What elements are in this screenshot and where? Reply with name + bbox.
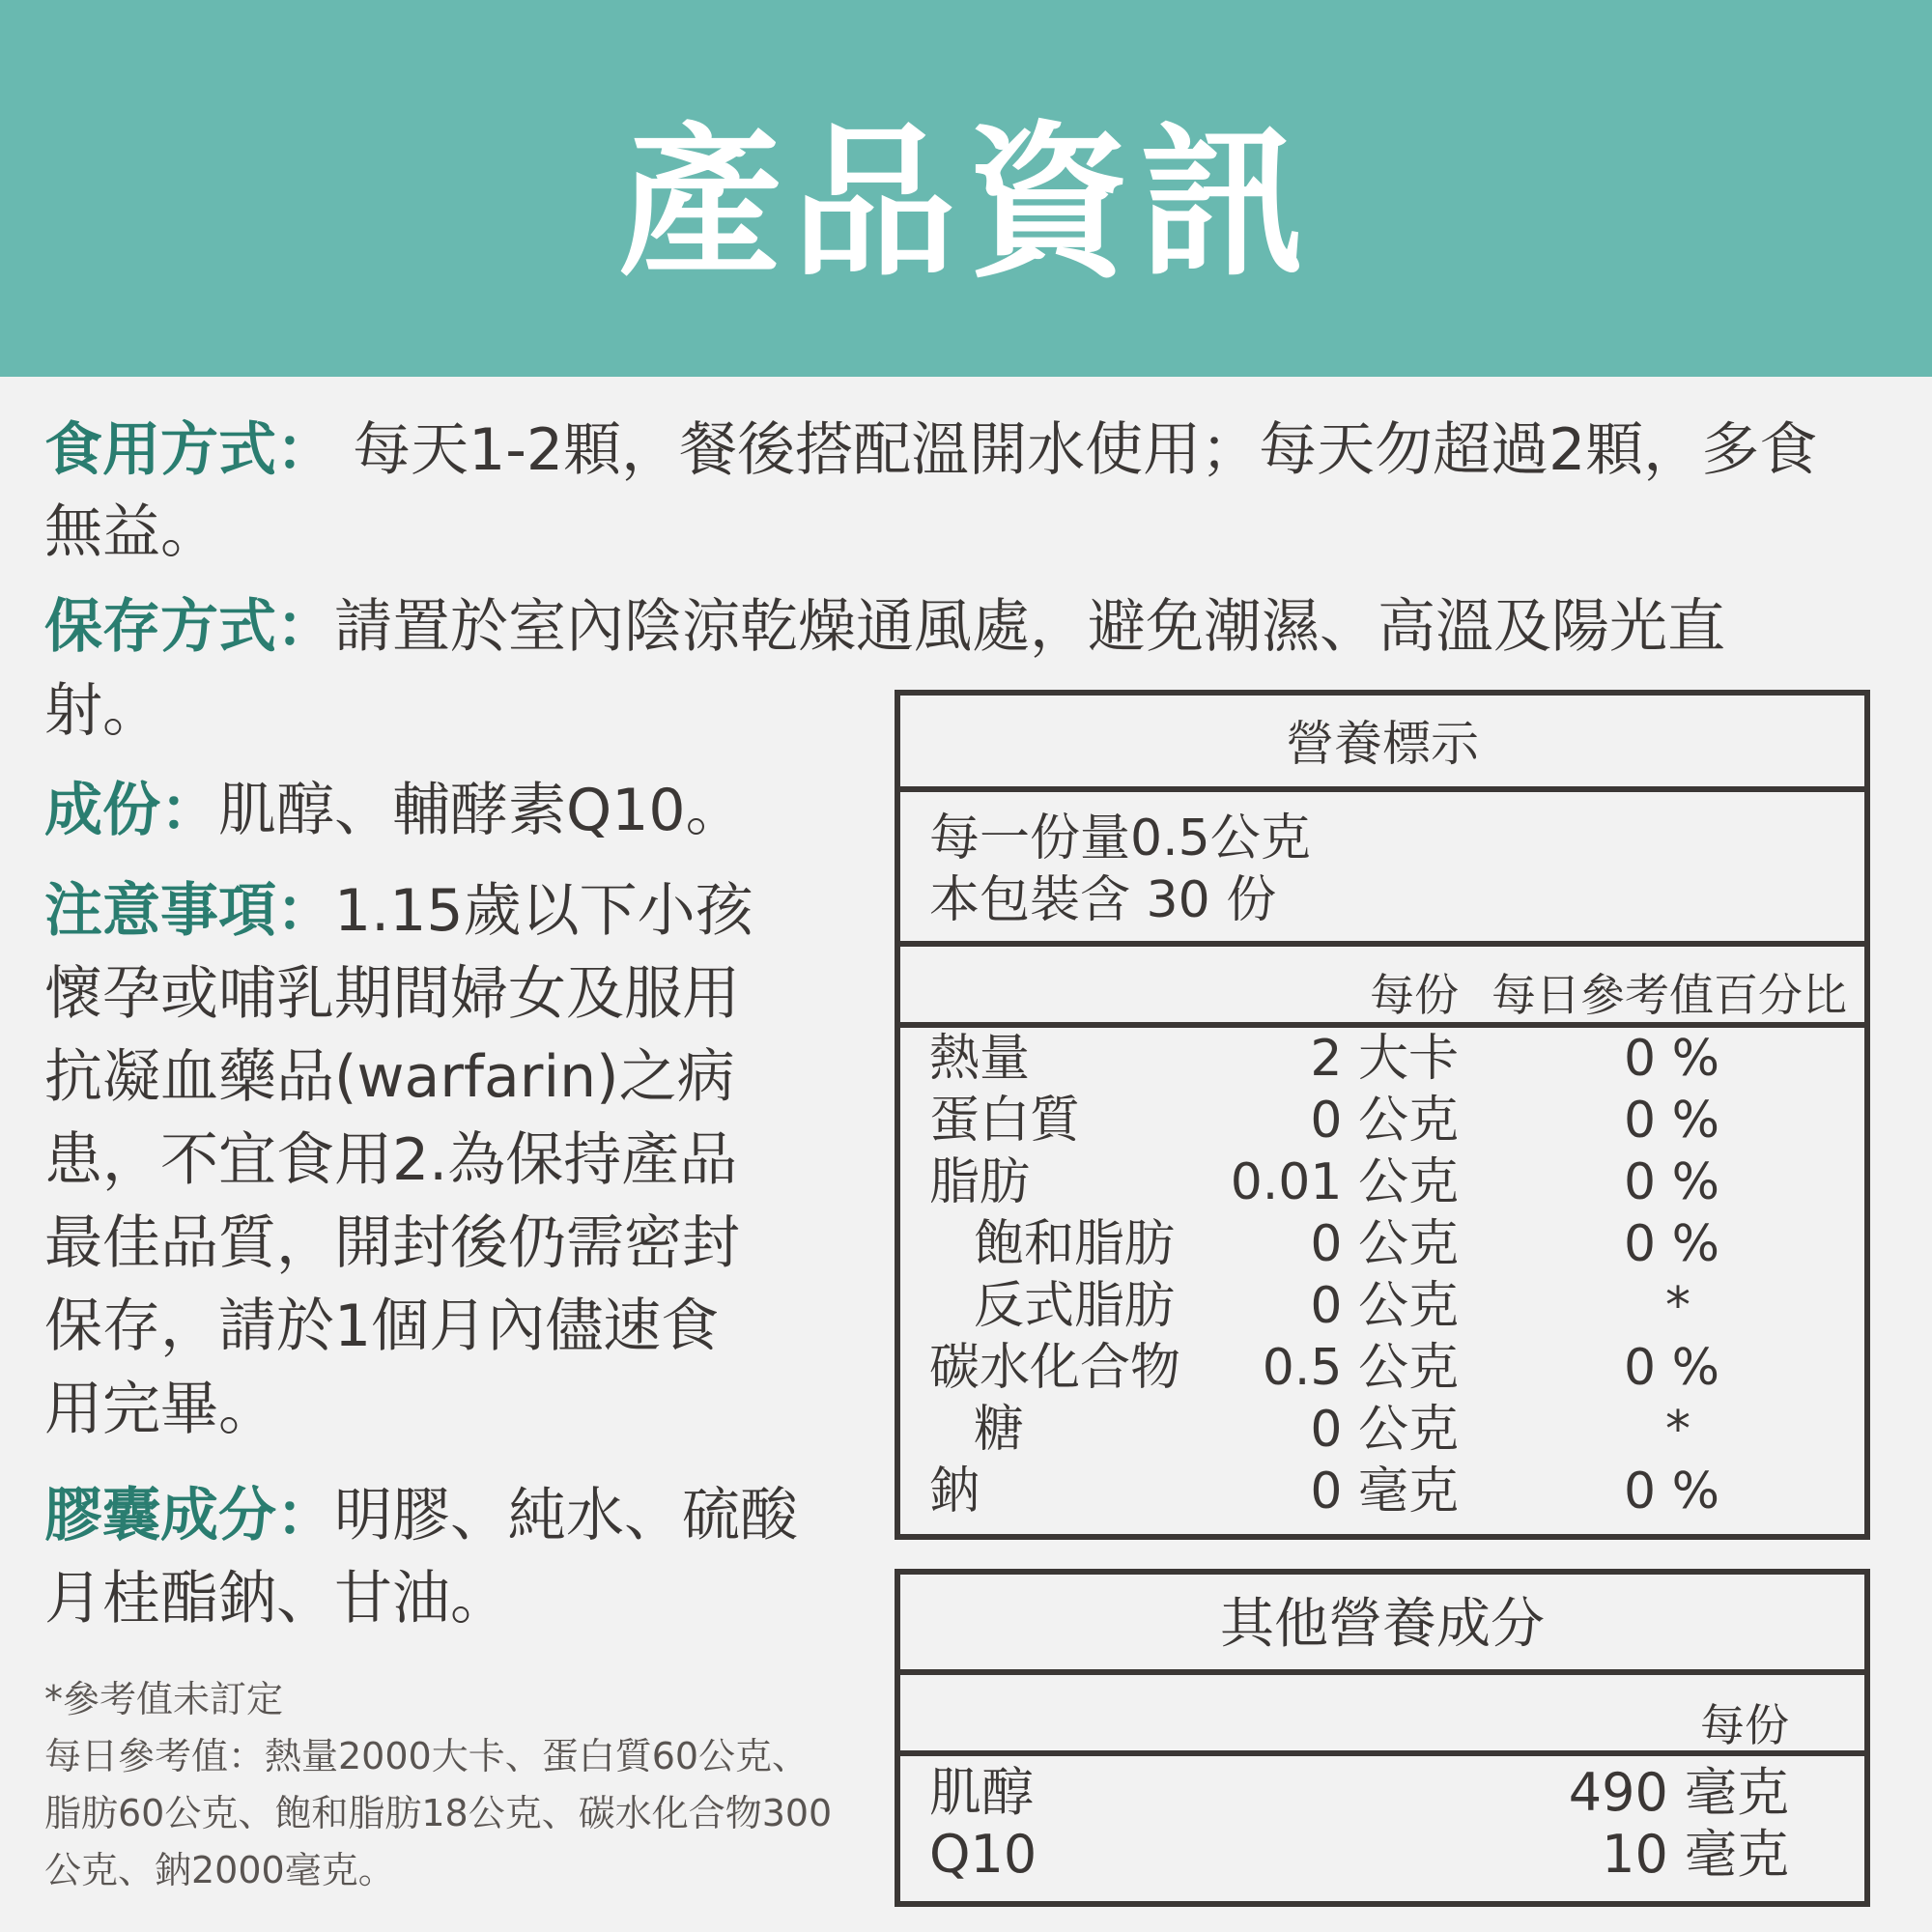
nutrient-percent: 0 % — [1623, 1215, 1719, 1273]
capsule-block — [44, 1474, 866, 1640]
table-row — [900, 1151, 1864, 1213]
other-nutrients-rows — [900, 1762, 1864, 1886]
capsule-text-2: 月桂酯鈉、甘油。 — [44, 1565, 508, 1633]
nutrient-value: 490 毫克 — [1568, 1762, 1789, 1823]
nutrient-value: 0.01 公克 — [1230, 1153, 1459, 1211]
table-row — [900, 1275, 1864, 1337]
storage-text-2: 射。 — [44, 677, 160, 745]
nutrition-table — [895, 690, 1870, 1540]
nutrient-name: 肌醇 — [929, 1762, 1034, 1823]
nutrition-title: 營養標示 — [900, 696, 1864, 792]
footnote-line-1: *參考值未訂定 — [44, 1678, 284, 1720]
cautions-label: 注意事項： — [44, 877, 334, 945]
nutrient-value: 0 毫克 — [1310, 1463, 1459, 1520]
table-row — [900, 1028, 1864, 1090]
footnote — [44, 1671, 875, 1899]
nutrient-percent: 0 % — [1623, 1092, 1719, 1150]
cautions-block — [44, 869, 866, 1451]
capsule-line-1 — [44, 1474, 866, 1557]
nutrient-percent: * — [1665, 1277, 1690, 1335]
nutrient-name: Q10 — [929, 1824, 1037, 1885]
storage-text-1: 請置於室內陰涼乾燥通風處，避免潮濕、高溫及陽光直 — [334, 593, 1725, 661]
nutrient-name: 鈉 — [929, 1463, 980, 1520]
footnote-line-3: 脂肪60公克、飽和脂肪18公克、碳水化合物300 — [44, 1792, 833, 1834]
cautions-text-4: 患，不宜食用2.為保持產品 — [44, 1126, 738, 1194]
nutrition-serving-info — [900, 792, 1864, 947]
nutrition-column-headers — [900, 947, 1864, 1028]
table-row — [900, 1824, 1864, 1886]
nutrient-value: 2 大卡 — [1310, 1030, 1459, 1088]
nutrient-name: 蛋白質 — [929, 1092, 1081, 1150]
cautions-text-1: 1.15歲以下小孩 — [334, 877, 753, 945]
nutrient-value: 0 公克 — [1310, 1277, 1459, 1335]
nutrient-percent: * — [1665, 1401, 1690, 1459]
servings-per-pack: 本包裝含 30 份 — [929, 871, 1277, 929]
table-row — [900, 1337, 1864, 1399]
footnote-line-2: 每日參考值：熱量2000大卡、蛋白質60公克、 — [44, 1735, 810, 1777]
nutrient-percent: 0 % — [1623, 1153, 1719, 1211]
usage-line-1 — [44, 406, 1817, 495]
other-nutrients-title: 其他營養成分 — [900, 1575, 1864, 1675]
col-per-serving: 每份 — [1700, 1699, 1789, 1751]
nutrient-percent: 0 % — [1623, 1030, 1719, 1088]
nutrient-value: 0 公克 — [1310, 1092, 1459, 1150]
nutrient-name: 飽和脂肪 — [974, 1215, 1176, 1273]
nutrition-rows — [900, 1028, 1864, 1522]
table-row — [900, 1213, 1864, 1275]
other-nutrients-table — [895, 1569, 1870, 1907]
col-per-serving: 每份 — [1370, 969, 1459, 1021]
cautions-line-1 — [44, 869, 866, 952]
footnote-line-4: 公克、鈉2000毫克。 — [44, 1849, 395, 1891]
nutrient-name: 糖 — [974, 1401, 1025, 1459]
usage-text-1: 每天1-2顆，餐後搭配溫開水使用；每天勿超過2顆，多食 — [334, 416, 1818, 484]
nutrient-value: 0 公克 — [1310, 1401, 1459, 1459]
table-row — [900, 1090, 1864, 1151]
serving-size: 每一份量0.5公克 — [929, 810, 1311, 867]
capsule-label: 膠囊成分： — [44, 1482, 334, 1549]
capsule-text-1: 明膠、純水、硫酸 — [334, 1482, 798, 1549]
cautions-text-5: 最佳品質，開封後仍需密封 — [44, 1209, 740, 1277]
nutrient-name: 反式脂肪 — [974, 1277, 1176, 1335]
table-row — [900, 1762, 1864, 1824]
cautions-text-3: 抗凝血藥品(warfarin)之病 — [44, 1043, 735, 1111]
storage-label: 保存方式： — [44, 593, 334, 661]
usage-label: 食用方式： — [44, 416, 334, 484]
table-row — [900, 1399, 1864, 1461]
col-daily-value: 每日參考值百分比 — [1492, 969, 1847, 1021]
nutrient-name: 碳水化合物 — [929, 1339, 1181, 1397]
nutrient-value: 10 毫克 — [1602, 1824, 1789, 1885]
table-row — [900, 1461, 1864, 1522]
usage-text-2: 無益。 — [44, 498, 218, 566]
cautions-text-7: 用完畢。 — [44, 1376, 276, 1443]
nutrient-name: 脂肪 — [929, 1153, 1031, 1211]
header-banner — [0, 0, 1932, 377]
ingredients-label: 成份： — [44, 777, 218, 844]
ingredients-line — [44, 766, 744, 855]
nutrient-value: 0 公克 — [1310, 1215, 1459, 1273]
nutrient-value: 0.5 公克 — [1262, 1339, 1459, 1397]
other-nutrients-column-headers — [900, 1675, 1864, 1756]
cautions-text-6: 保存，請於1個月內儘速食 — [44, 1293, 720, 1360]
nutrient-percent: 0 % — [1623, 1463, 1719, 1520]
storage-line-1 — [44, 582, 1725, 671]
nutrient-percent: 0 % — [1623, 1339, 1719, 1397]
nutrient-name: 熱量 — [929, 1030, 1031, 1088]
ingredients-text: 肌醇、輔酵素Q10。 — [218, 777, 744, 844]
cautions-text-2: 懷孕或哺乳期間婦女及服用 — [44, 960, 740, 1028]
page-title: 產品資訊 — [617, 107, 1314, 299]
